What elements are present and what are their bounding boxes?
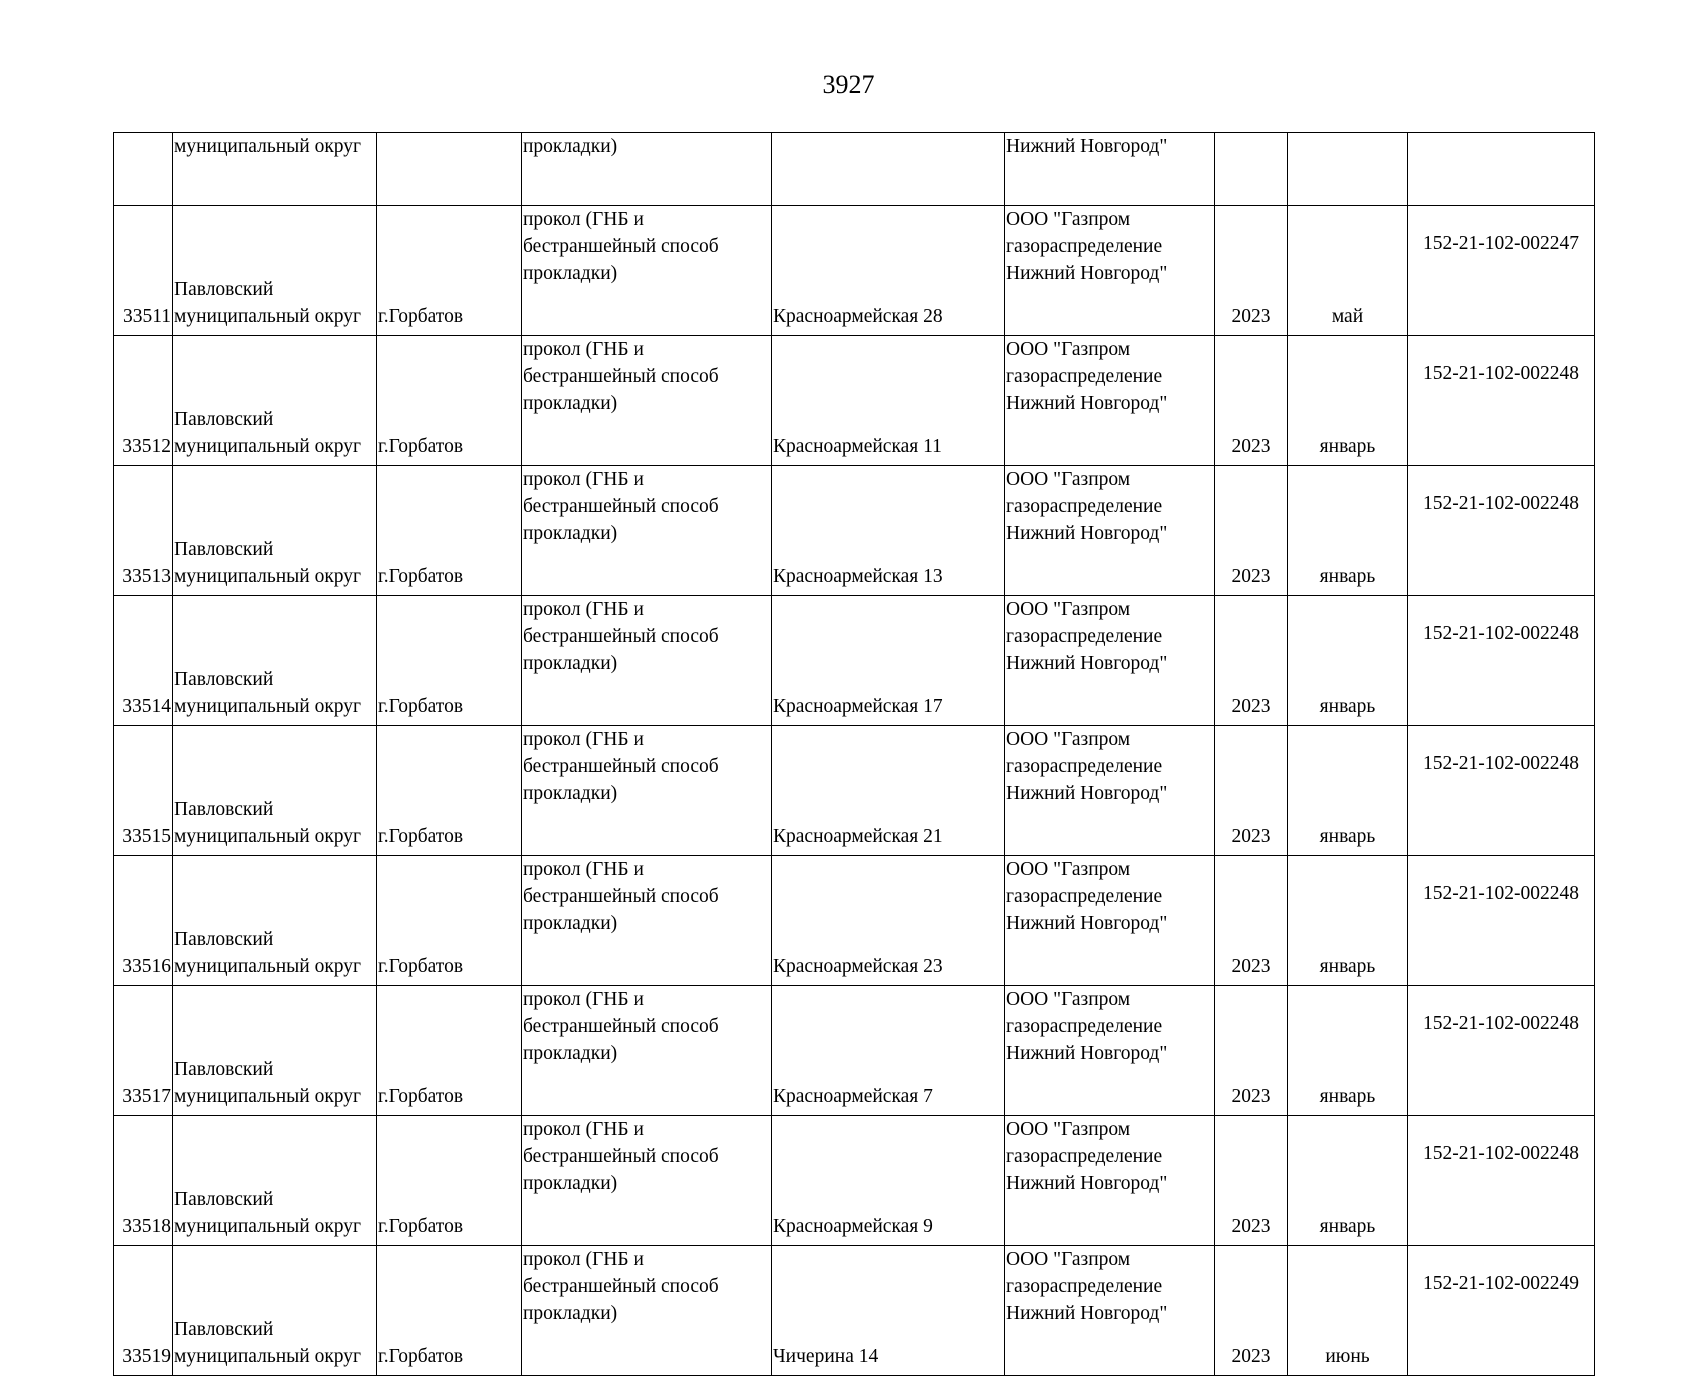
cell-month: январь [1288,466,1408,596]
registry-table [113,132,1595,1376]
cell-address: Красноармейская 28 [772,206,1005,336]
cell-address: Красноармейская 23 [772,856,1005,986]
cell-district: Павловский муниципальный округ [173,336,377,466]
cell-year: 2023 [1215,1116,1288,1246]
cell-code: 152-21-102-002248 [1408,1116,1595,1246]
cell-town: г.Горбатов [377,1246,522,1376]
cell-town: г.Горбатов [377,466,522,596]
cell-number: 33515 [114,726,173,856]
cell-town: г.Горбатов [377,986,522,1116]
cell-address: Красноармейская 7 [772,986,1005,1116]
cell-district: Павловский муниципальный округ [173,726,377,856]
cell-year: 2023 [1215,856,1288,986]
cell-district: Павловский муниципальный округ [173,856,377,986]
cell-address: Красноармейская 21 [772,726,1005,856]
cell-address: Красноармейская 13 [772,466,1005,596]
cell-owner: ООО "Газпром газораспределение Нижний Новгород" [1005,1116,1215,1246]
cell-method: прокол (ГНБ и бестраншейный способ прокладки) [522,986,772,1116]
cell-method: прокол (ГНБ и бестраншейный способ прокладки) [522,726,772,856]
cell-code: 152-21-102-002248 [1408,856,1595,986]
cell-year: 2023 [1215,596,1288,726]
cell-year: 2023 [1215,1246,1288,1376]
registry-table-body [114,133,1595,1376]
page-number: 3927 [822,70,875,99]
cell-district: Павловский муниципальный округ [173,466,377,596]
cell-town: г.Горбатов [377,726,522,856]
cell-town: г.Горбатов [377,1116,522,1246]
cell-district: Павловский муниципальный округ [173,206,377,336]
cell-method: прокладки) [522,133,772,206]
cell-address: Красноармейская 11 [772,336,1005,466]
cell-owner: ООО "Газпром газораспределение Нижний Новгород" [1005,1246,1215,1376]
cell-year: 2023 [1215,206,1288,336]
cell-number: 33519 [114,1246,173,1376]
cell-number: 33511 [114,206,173,336]
cell-year: 2023 [1215,466,1288,596]
cell-town: г.Горбатов [377,206,522,336]
cell-district: Павловский муниципальный округ [173,1246,377,1376]
table-row [114,856,1595,986]
cell-owner: Нижний Новгород" [1005,133,1215,206]
cell-code: 152-21-102-002248 [1408,726,1595,856]
cell-month: январь [1288,596,1408,726]
cell-code: 152-21-102-002248 [1408,596,1595,726]
cell-number [114,133,173,206]
cell-code: 152-21-102-002248 [1408,466,1595,596]
cell-code: 152-21-102-002247 [1408,206,1595,336]
cell-address [772,133,1005,206]
cell-method: прокол (ГНБ и бестраншейный способ прокладки) [522,336,772,466]
cell-address: Красноармейская 9 [772,1116,1005,1246]
cell-district: Павловский муниципальный округ [173,1116,377,1246]
cell-district: Павловский муниципальный округ [173,986,377,1116]
cell-number: 33516 [114,856,173,986]
cell-month: январь [1288,336,1408,466]
cell-number: 33518 [114,1116,173,1246]
cell-year [1215,133,1288,206]
cell-code [1408,133,1595,206]
cell-method: прокол (ГНБ и бестраншейный способ прокладки) [522,1246,772,1376]
cell-owner: ООО "Газпром газораспределение Нижний Новгород" [1005,986,1215,1116]
cell-owner: ООО "Газпром газораспределение Нижний Новгород" [1005,336,1215,466]
cell-owner: ООО "Газпром газораспределение Нижний Новгород" [1005,726,1215,856]
cell-town: г.Горбатов [377,856,522,986]
cell-month [1288,133,1408,206]
cell-number: 33514 [114,596,173,726]
cell-month: май [1288,206,1408,336]
cell-year: 2023 [1215,726,1288,856]
cell-town: г.Горбатов [377,336,522,466]
cell-method: прокол (ГНБ и бестраншейный способ прокладки) [522,206,772,336]
cell-owner: ООО "Газпром газораспределение Нижний Новгород" [1005,206,1215,336]
table-row [114,206,1595,336]
cell-number: 33513 [114,466,173,596]
cell-method: прокол (ГНБ и бестраншейный способ прокладки) [522,596,772,726]
table-row [114,466,1595,596]
cell-owner: ООО "Газпром газораспределение Нижний Новгород" [1005,856,1215,986]
cell-district: муниципальный округ [173,133,377,206]
cell-code: 152-21-102-002249 [1408,1246,1595,1376]
cell-number: 33512 [114,336,173,466]
table-row [114,336,1595,466]
cell-code: 152-21-102-002248 [1408,336,1595,466]
cell-district: Павловский муниципальный округ [173,596,377,726]
cell-address: Чичерина 14 [772,1246,1005,1376]
cell-month: январь [1288,726,1408,856]
cell-owner: ООО "Газпром газораспределение Нижний Новгород" [1005,466,1215,596]
cell-method: прокол (ГНБ и бестраншейный способ прокладки) [522,466,772,596]
cell-owner: ООО "Газпром газораспределение Нижний Новгород" [1005,596,1215,726]
cell-year: 2023 [1215,336,1288,466]
table-row [114,726,1595,856]
table-row [114,1116,1595,1246]
cell-address: Красноармейская 17 [772,596,1005,726]
table-row [114,986,1595,1116]
cell-town: г.Горбатов [377,596,522,726]
cell-method: прокол (ГНБ и бестраншейный способ прокладки) [522,1116,772,1246]
table-row [114,1246,1595,1376]
cell-number: 33517 [114,986,173,1116]
cell-year: 2023 [1215,986,1288,1116]
cell-month: июнь [1288,1246,1408,1376]
cell-code: 152-21-102-002248 [1408,986,1595,1116]
cell-month: январь [1288,986,1408,1116]
cell-month: январь [1288,1116,1408,1246]
cell-town [377,133,522,206]
cell-method: прокол (ГНБ и бестраншейный способ прокладки) [522,856,772,986]
table-row [114,596,1595,726]
table-row-continuation [114,133,1595,206]
cell-month: январь [1288,856,1408,986]
